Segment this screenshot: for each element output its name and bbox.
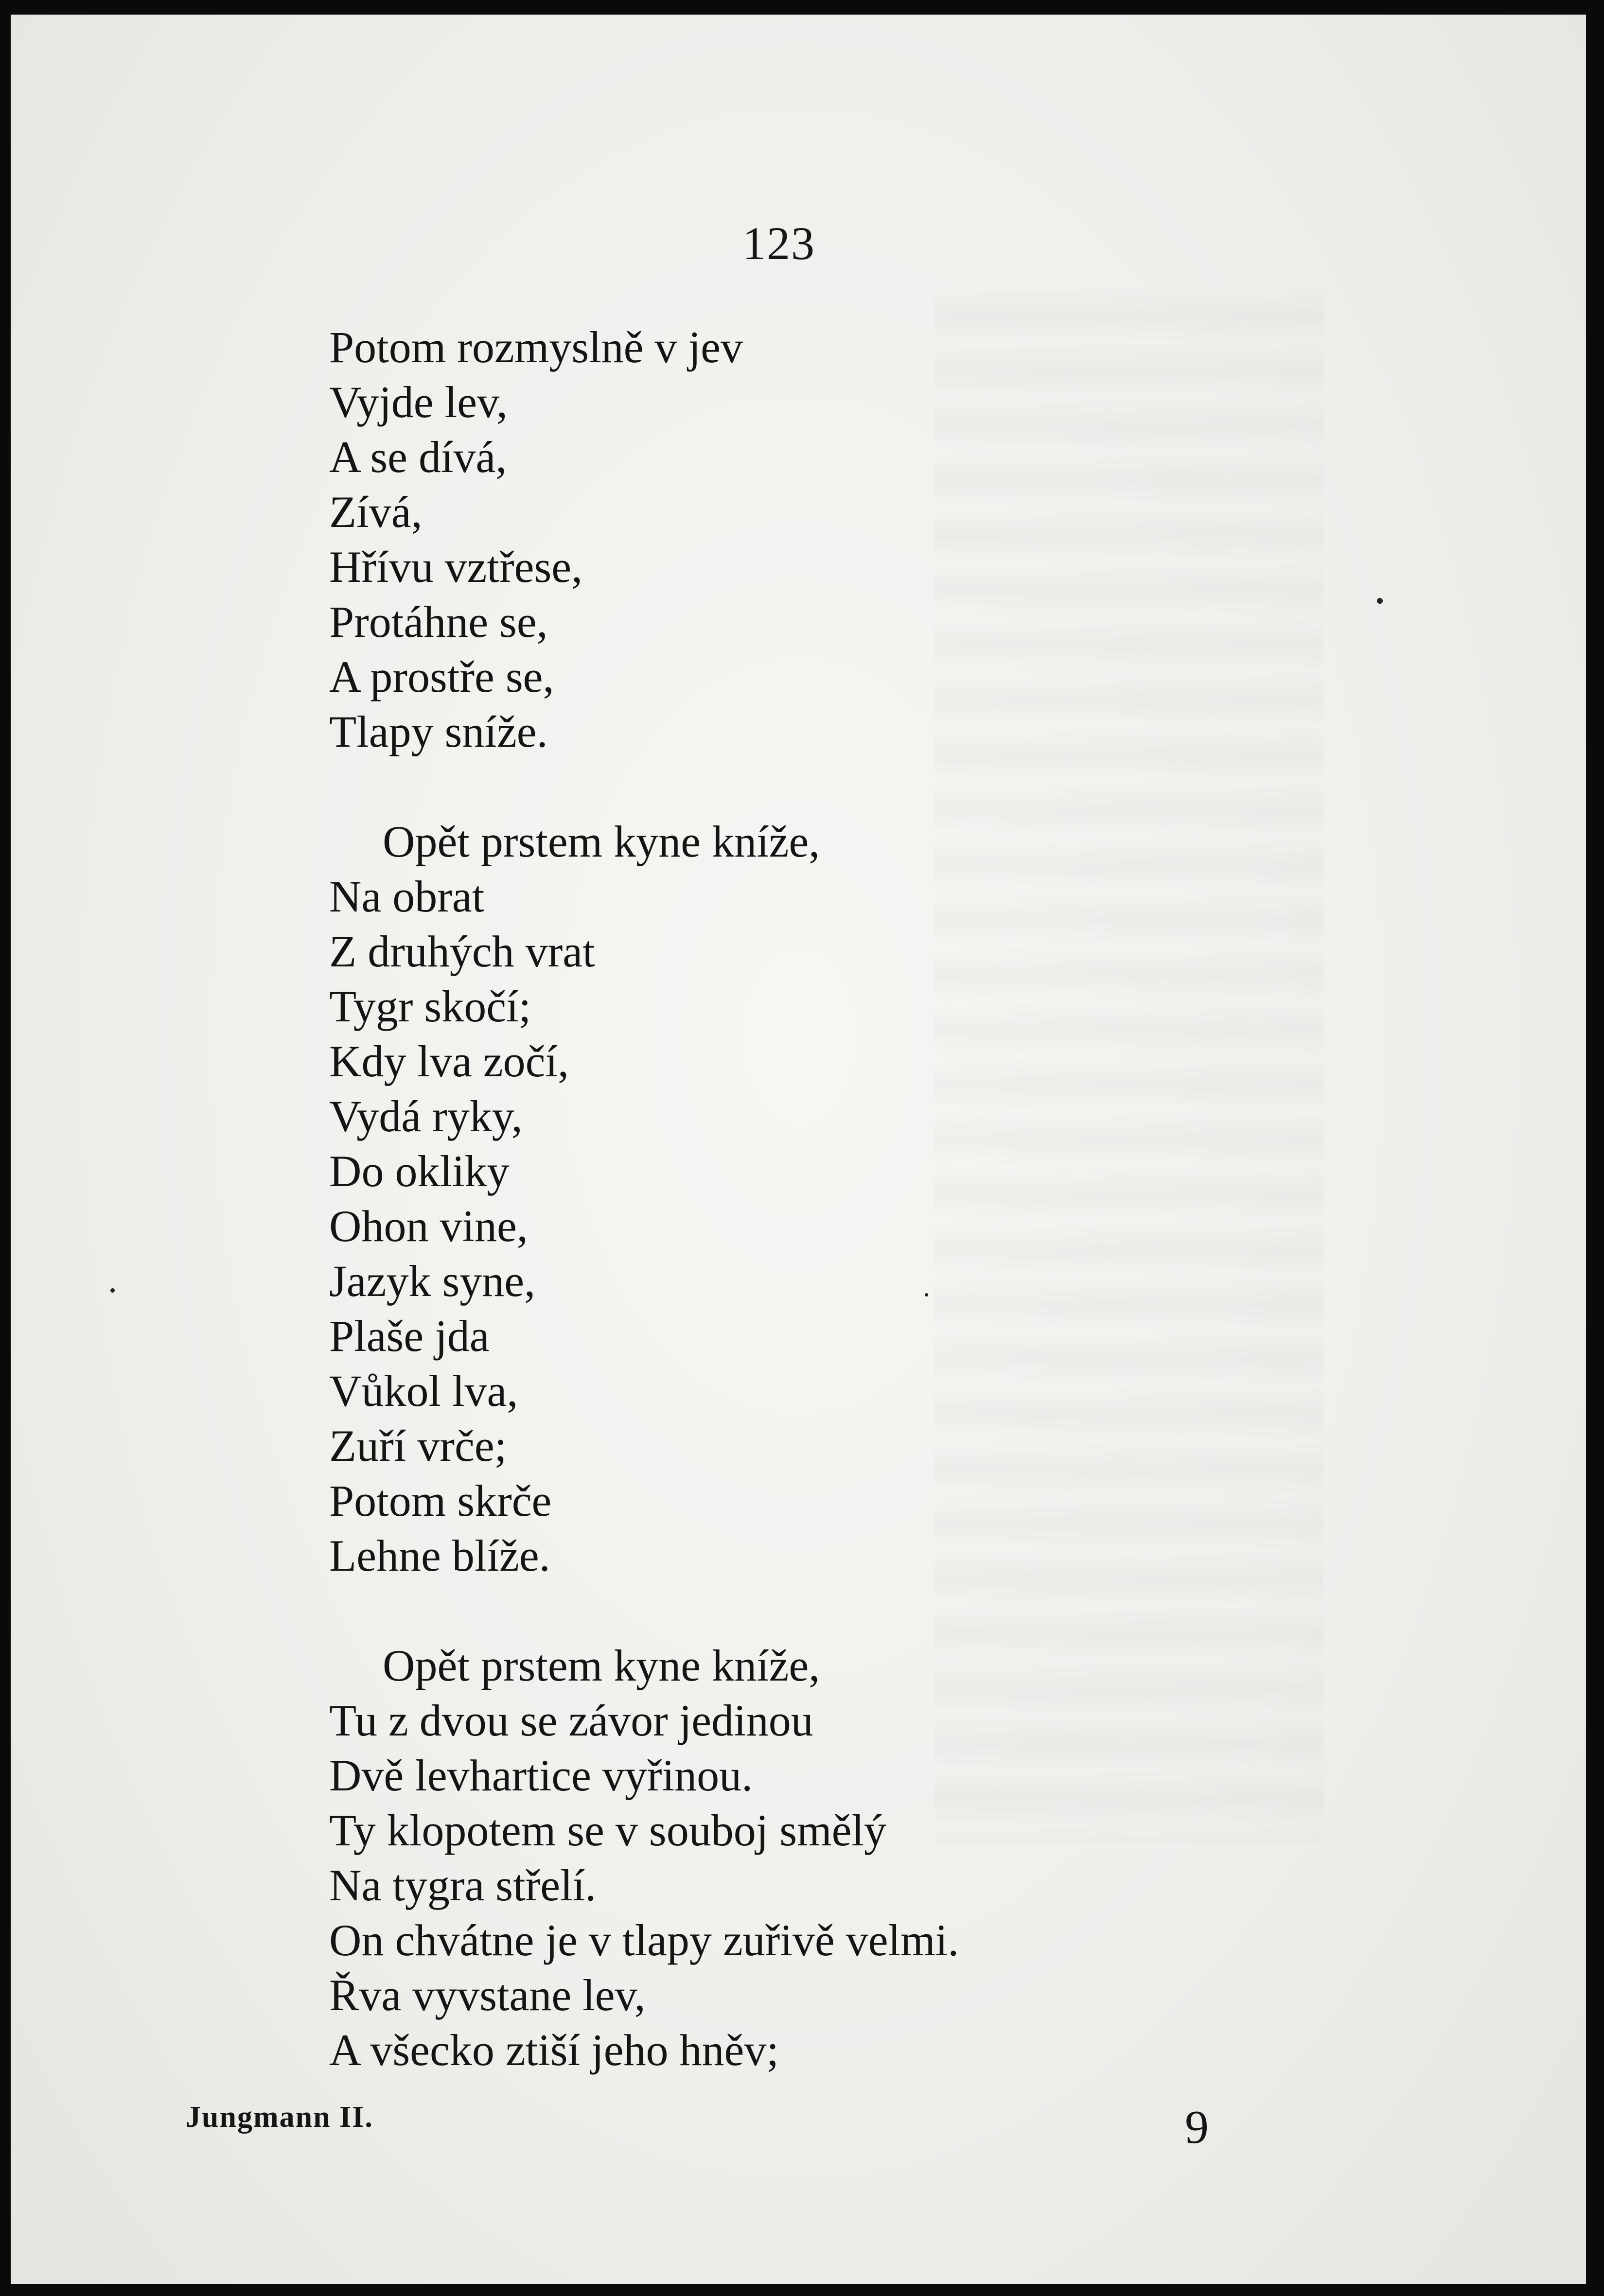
poem-line: Tlapy sníže. [329, 707, 548, 756]
poem-line: Tygr skočí; [329, 981, 531, 1031]
poem-line: A prostře se, [329, 652, 554, 701]
dust-speck [925, 1293, 928, 1297]
poem-line: Zuří vrče; [329, 1421, 507, 1471]
poem-line: Opět prstem kyne kníže, [383, 1641, 820, 1690]
poem-body [329, 320, 1350, 2078]
dust-speck [1377, 598, 1383, 604]
sheet-number: 9 [1185, 2101, 1209, 2154]
poem-line: Jazyk syne, [329, 1256, 536, 1306]
poem-line: Dvě levhartice vyřinou. [329, 1751, 753, 1800]
poem-line: Vydá ryky, [329, 1091, 523, 1141]
poem-line: Na tygra střelí. [329, 1860, 597, 1910]
stanza-3 [329, 1638, 1350, 2078]
poem-line: A všecko ztiší jeho hněv; [329, 2025, 779, 2075]
poem-line: Protáhne se, [329, 597, 548, 647]
poem-line: Do okliky [329, 1146, 510, 1196]
poem-line: Kdy lva zočí, [329, 1036, 569, 1086]
poem-line: Lehne blíže. [329, 1531, 550, 1580]
stanza-1 [329, 320, 1350, 759]
poem-line: Tu z dvou se závor jedinou [329, 1696, 813, 1745]
poem-line: Vyjde lev, [329, 377, 508, 427]
book-page [11, 15, 1586, 2284]
page-number: 123 [742, 217, 815, 269]
poem-line: Hřívu vztřese, [329, 542, 583, 592]
stanza-2 [329, 814, 1350, 1583]
poem-line: Potom rozmyslně v jev [329, 322, 743, 372]
signature-mark: Jungmann II. [186, 2101, 373, 2134]
poem-line: On chvátne je v tlapy zuřivě velmi. [329, 1915, 959, 1965]
poem-line: Na obrat [329, 872, 485, 921]
poem-line: A se dívá, [329, 432, 507, 482]
poem-line: Potom skrče [329, 1476, 552, 1525]
poem-line: Zívá, [329, 487, 423, 537]
poem-line: Ohon vine, [329, 1201, 528, 1251]
dust-speck [110, 1288, 115, 1293]
poem-line: Ty klopotem se v souboj smělý [329, 1805, 887, 1855]
poem-line: Z druhých vrat [329, 927, 595, 976]
poem-line: Vůkol lva, [329, 1366, 518, 1416]
poem-line: Opět prstem kyne kníže, [383, 817, 820, 866]
poem-line: Plaše jda [329, 1311, 490, 1361]
poem-line: Řva vyvstane lev, [329, 1970, 646, 2020]
